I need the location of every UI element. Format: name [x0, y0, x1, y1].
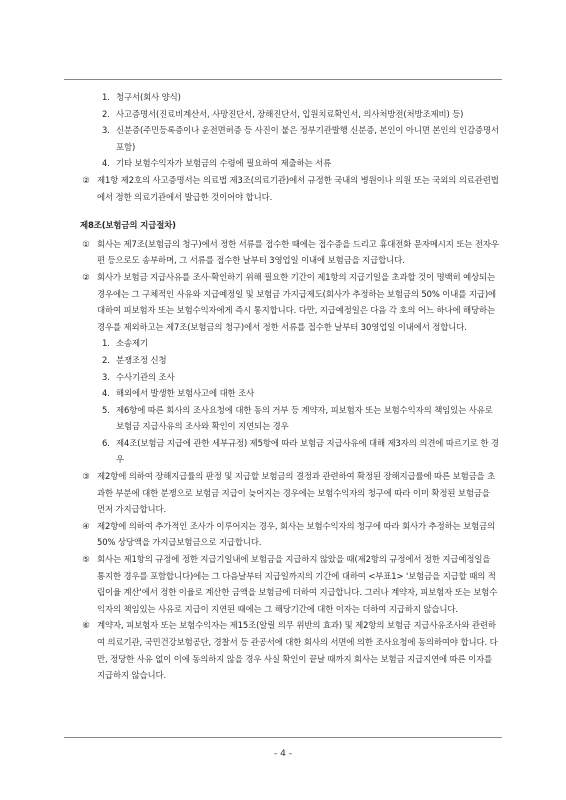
item-text: 분쟁조정 신청: [116, 354, 167, 365]
item-number: 4.: [102, 388, 110, 399]
item-number: 2.: [102, 108, 110, 119]
paragraph-marker: ②: [82, 174, 90, 185]
paragraph: [80, 172, 500, 205]
paragraph-marker: ⑥: [82, 620, 90, 631]
paragraph-marker: ①: [82, 238, 90, 249]
paragraph: [80, 269, 500, 335]
list-item: [80, 352, 500, 369]
list-item: [80, 89, 500, 106]
list-item: [80, 402, 500, 435]
paragraph-marker: ⑤: [82, 554, 90, 565]
paragraph-text: 계약자, 피보험자 또는 보험수익자는 제15조(알릴 의무 위반의 효과) 및 제2항의 보험금 지급사유조사와 관련하여 의료기관, 국민건강보험공단, 경찰서 등 관공서에 대한 회사의 서면에 의한 조사요청에 동의하여야 합니다. 다만, 정당한 사유 없이 이에 동의하지 않을 경우 사실 확인이 끝날 때까지 회사는 보험금 지급지연에 따른 이자를 지급하지 않습니다.: [97, 620, 498, 681]
list-item: [80, 106, 500, 123]
item-text: 제4조(보험금 지급에 관한 세부규정) 제5항에 따라 보험금 지급사유에 대해 제3자의 의견에 따르기로 한 경우: [116, 437, 499, 465]
item-number: 4.: [102, 158, 110, 169]
paragraph-text: 회사는 제1항의 규정에 정한 지급기일내에 보험금을 지급하지 않았을 때(제2항의 규정에서 정한 지급예정일을 통지한 경우를 포함합니다)에는 그 다음날부터 지급일까지의 기간에 대하여 <부표1> '보험금을 지급할 때의 적립이율 계산'에서 정한 이율로 계산한 금액을 보험금에 더하여 지급합니다. 그러나 계약자, 피보험자 또는 보험수익자의 책임있는 사유로 지급이 지연된 때에는 그 해당기간에 대한 이자는 더하여 지급하지 않습니다.: [97, 554, 498, 614]
paragraph-marker: ③: [82, 471, 90, 482]
item-number: 2.: [102, 354, 110, 365]
item-text: 신분증(주민등록증이나 운전면허증 등 사진이 붙은 정부기관발행 신분증, 본인이 아니면 본인의 인감증명서 포함): [116, 125, 499, 152]
article-heading: 제8조(보험금의 지급절차): [80, 220, 176, 231]
paragraph-text: 제1항 제2호의 사고증명서는 의료법 제3조(의료기관)에서 규정한 국내의 병원이나 의원 또는 국외의 의료관련법에서 정한 의료기관에서 발급한 것이어야 합니다.: [97, 174, 499, 202]
paragraph: [80, 468, 500, 518]
paragraph-text: 제2항에 의하여 추가적인 조사가 이루어지는 경우, 회사는 보험수익자의 청구에 따라 회사가 추정하는 보험금의 50% 상당액을 가지급보험금으로 지급합니다.: [97, 520, 496, 548]
paragraph: [80, 236, 500, 269]
page-number: - 4 -: [274, 749, 292, 759]
item-number: 3.: [102, 371, 110, 382]
list-item: [80, 122, 500, 155]
item-text: 제6항에 따른 회사의 조사요청에 대한 동의 거부 등 계약자, 피보험자 또는 보험수익자의 책임있는 사유로 보험금 지급사유의 조사와 확인이 지연되는 경우: [116, 404, 493, 432]
item-number: 1.: [102, 92, 110, 102]
item-number: 1.: [102, 338, 110, 349]
paragraph-marker: ④: [82, 520, 90, 531]
paragraph-text: 회사는 제7조(보험금의 청구)에서 정한 서류를 접수한 때에는 접수증을 드리고 휴대전화 문자메시지 또는 전자우편 등으로도 송부하며, 그 서류를 접수한 날부터 3영업일 이내에 보험금을 지급합니다.: [97, 238, 499, 266]
list-item: [80, 335, 500, 352]
paragraph-marker: ②: [82, 271, 90, 282]
paragraph: [80, 551, 500, 617]
list-item: [80, 369, 500, 386]
item-text: 사고증명서(진료비계산서, 사망진단서, 장해진단서, 입원치료확인서, 의사처방전(처방조제비) 등): [116, 108, 464, 119]
paragraph-text: 제2항에 의하여 장해지급률의 판정 및 지급할 보험금의 결정과 관련하여 확정된 장해지급률에 따른 보험금을 초과한 부분에 대한 분쟁으로 보험금 지급이 늦어지는 경우에는 보험수익자의 청구에 따라 이미 확정된 보험금을 먼저 가지급합니다.: [97, 471, 496, 515]
list-item: [80, 385, 500, 402]
item-text: 수사기관의 조사: [116, 371, 175, 382]
document-body: [80, 89, 500, 684]
paragraph: [80, 617, 500, 683]
paragraph-text: 회사가 보험금 지급사유를 조사·확인하기 위해 필요한 기간이 제1항의 지급기일을 초과할 것이 명백히 예상되는 경우에는 그 구체적인 사유와 지급예정일 및 보험금 가지급제도(회사가 추정하는 보험금의 50% 이내를 지급)에 대하여 피보험자 또는 보험수익자에게 즉시 통지합니다. 다만, 지급예정일은 다음 각 호의 어느 하나에 해당하는 경우를 제외하고는 제7조(보험금의 청구)에서 정한 서류를 접수한 날부터 30영업일 이내에서 정합니다.: [97, 271, 496, 332]
item-text: 기타 보험수익자가 보험금의 수령에 필요하여 제출하는 서류: [116, 158, 332, 169]
item-text: 청구서(회사 양식): [116, 92, 181, 102]
top-rule: [64, 79, 502, 80]
paragraph: [80, 518, 500, 551]
item-text: 소송제기: [116, 338, 148, 349]
bottom-rule: [64, 737, 502, 738]
list-item: [80, 155, 500, 172]
item-number: 6.: [102, 437, 110, 448]
item-number: 5.: [102, 404, 110, 415]
list-item: [80, 435, 500, 468]
item-text: 해외에서 발생한 보험사고에 대한 조사: [116, 388, 255, 399]
item-number: 3.: [102, 125, 110, 136]
